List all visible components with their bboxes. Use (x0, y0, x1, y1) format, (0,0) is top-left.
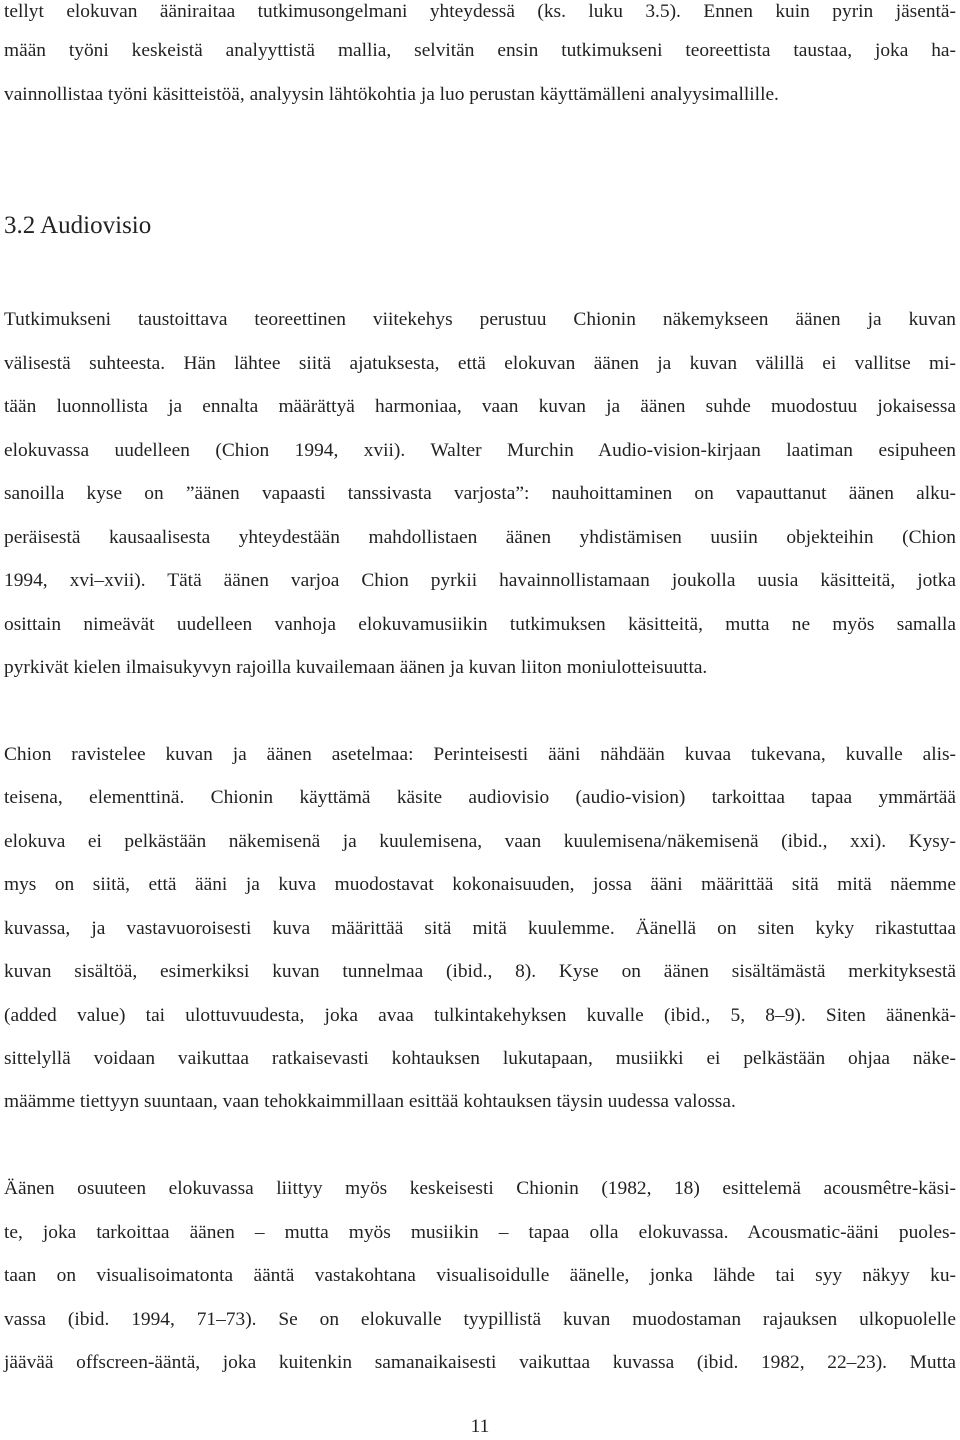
text-line: tään luonnollista ja ennalta määrättyä harmoniaa, vaan kuvan ja äänen suhde muodostuu jokaisessa (4, 396, 956, 417)
text-line: elokuva ei pelkästään näkemisenä ja kuulemisena, vaan kuulemisena/näkemisenä (ibid., xxi). Kysy- (4, 831, 956, 852)
text-line: kuvan sisältöä, esimerkiksi kuvan tunnelmaa (ibid., 8). Kyse on äänen sisältämästä merkityksestä (4, 961, 956, 982)
text-line: tellyt elokuvan ääniraitaa tutkimusongelmani yhteydessä (ks. luku 3.5). Ennen kuin pyrin jäsentä- (4, 1, 956, 22)
text-line: välisestä suhteesta. Hän lähtee siitä ajatuksesta, että elokuvan äänen ja kuvan välillä ei vallitse mi- (4, 353, 956, 374)
text-line: Chion ravistelee kuvan ja äänen asetelmaa: Perinteisesti ääni nähdään kuvaa tukevana, kuvalle alis- (4, 744, 956, 765)
text-line: vassa (ibid. 1994, 71–73). Se on elokuvalle tyypillistä kuvan muodostaman rajauksen ulkopuolelle (4, 1309, 956, 1330)
text-line: (added value) tai ulottuvuudesta, joka avaa tulkintakehyksen kuvalle (ibid., 5, 8–9). Siten äänenkä- (4, 1005, 956, 1026)
text-line: taan on visualisoimatonta ääntä vastakohtana visualisoidulle äänelle, jonka lähde tai syy näkyy ku- (4, 1265, 956, 1286)
section-heading: 3.2 Audiovisio (4, 212, 152, 239)
text-line: osittain nimeävät uudelleen vanhoja elokuvamusiikin tutkimuksen käsitteitä, mutta ne myös samalla (4, 614, 956, 635)
text-line: 1994, xvi–xvii). Tätä äänen varjoa Chion pyrkii havainnollistamaan joukolla uusia käsitteitä, jotka (4, 570, 956, 591)
text-line: kuvassa, ja vastavuoroisesti kuva määrittää sitä mitä kuulemme. Äänellä on siten kyky rikastuttaa (4, 918, 956, 939)
text-line: te, joka tarkoittaa äänen – mutta myös musiikin – tapaa olla elokuvassa. Acousmatic-ääni puoles- (4, 1222, 956, 1243)
text-line: elokuvassa uudelleen (Chion 1994, xvii). Walter Murchin Audio-vision-kirjaan laatiman esipuheen (4, 440, 956, 461)
text-line: jäävää offscreen-ääntä, joka kuitenkin samanaikaisesti vaikuttaa kuvassa (ibid. 1982, 22–23). Mutta (4, 1352, 956, 1373)
text-line: Tutkimukseni taustoittava teoreettinen viitekehys perustuu Chionin näkemykseen äänen ja kuvan (4, 309, 956, 330)
text-line: Äänen osuuteen elokuvassa liittyy myös keskeisesti Chionin (1982, 18) esittelemä acousmêtre-käsi- (4, 1178, 956, 1199)
text-line: sittelyllä voidaan vaikuttaa ratkaisevasti kohtauksen lukutapaan, musiikki ei pelkästään ohjaa näke- (4, 1048, 956, 1069)
text-line: määmme tiettyyn suuntaan, vaan tehokkaimmillaan esittää kohtauksen täysin uudessa valossa. (4, 1091, 736, 1112)
text-line: mään työni keskeistä analyyttistä mallia, selvitän ensin tutkimukseni teoreettista taustaa, joka ha- (4, 40, 956, 61)
text-line: pyrkivät kielen ilmaisukyvyn rajoilla kuvailemaan äänen ja kuvan liiton moniulotteisuutta. (4, 657, 708, 678)
text-line: peräisestä kausaalisesta yhteydestään mahdollistaen äänen yhdistämisen uusiin objekteihin (Chion (4, 527, 956, 548)
page-number: 11 (470, 1416, 490, 1437)
text-line: sanoilla kyse on ”äänen vapaasti tanssivasta varjosta”: nauhoittaminen on vapauttanut äänen alku- (4, 483, 956, 504)
text-line: vainnollistaa työni käsitteistöä, analyysin lähtökohtia ja luo perustan käyttämälleni analyysimallille. (4, 84, 779, 105)
text-line: teisena, elementtinä. Chionin käyttämä käsite audiovisio (audio-vision) tarkoittaa tapaa ymmärtää (4, 787, 956, 808)
text-line: mys on siitä, että ääni ja kuva muodostavat kokonaisuuden, jossa ääni määrittää sitä mitä näemme (4, 874, 956, 895)
